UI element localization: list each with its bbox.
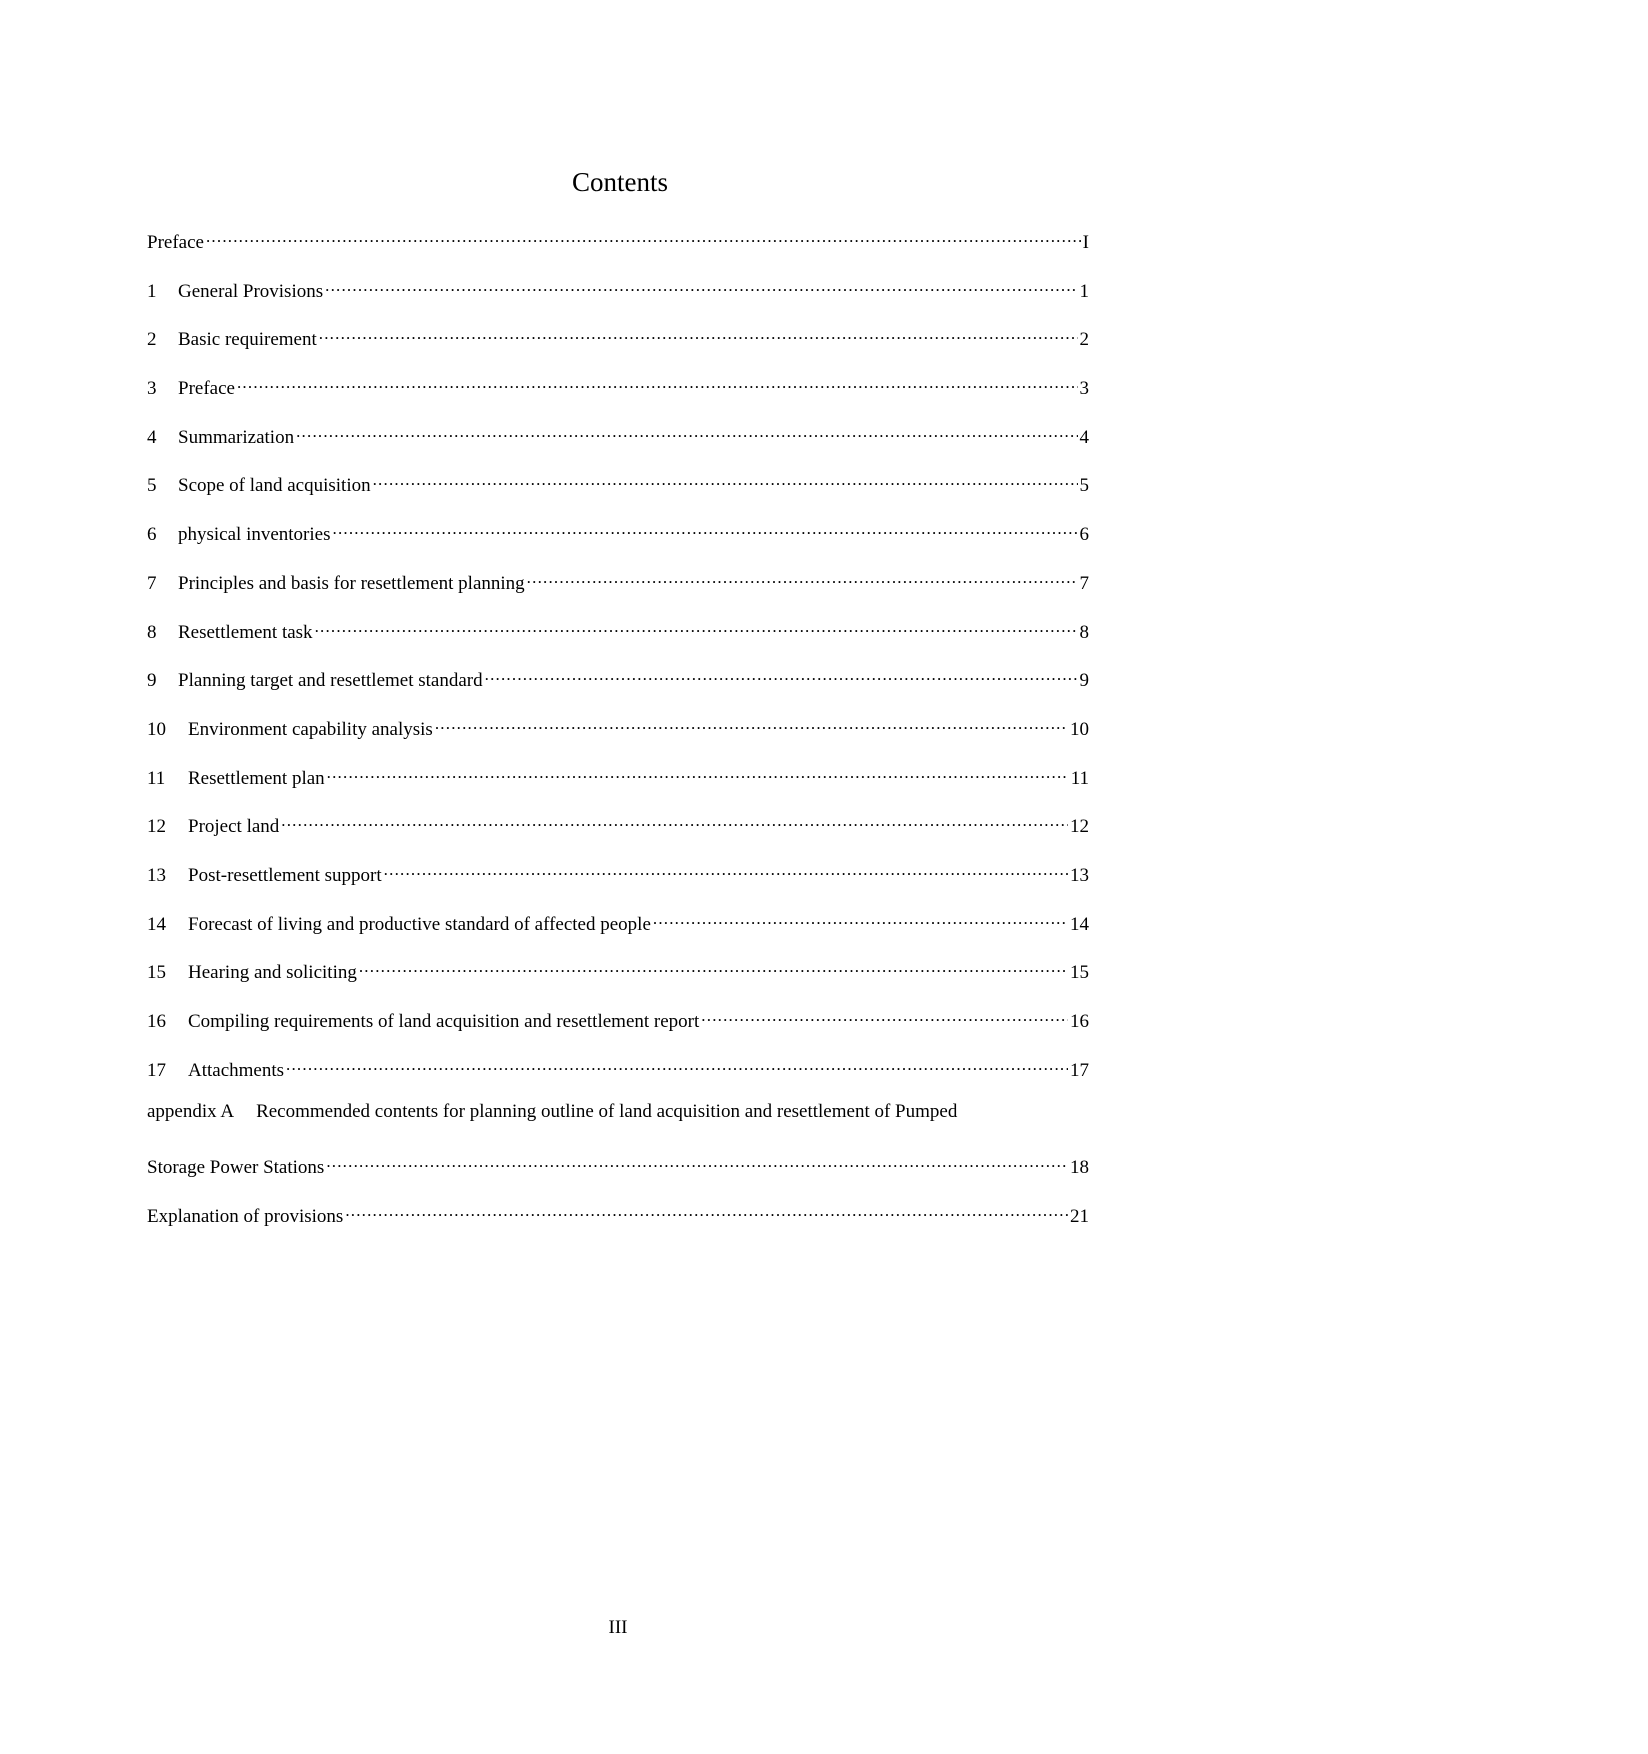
toc-entry-preface[interactable] [147,224,1089,273]
toc-entry-number: 16 [147,1011,166,1032]
toc-entry-page: 6 [1079,524,1089,546]
toc-entry[interactable] [147,321,1089,370]
toc-entry-label: Attachments [188,1059,285,1081]
toc-entry[interactable] [147,954,1089,1003]
toc-entry-number: 11 [147,767,166,789]
toc-entry-label: Planning target and resettlemet standard [178,670,483,692]
toc-entry-number: 2 [147,329,157,351]
toc-entry-page: 21 [1070,1205,1089,1227]
toc-entry-page: I [1082,232,1089,253]
dot-leader [327,760,1069,784]
appendix-prefix: appendix A [147,1101,235,1123]
toc-entry-label: Environment capability analysis [188,718,433,740]
toc-entry[interactable] [147,906,1089,955]
toc-entry-explanation[interactable] [147,1198,1089,1247]
toc-entry-page: 9 [1079,670,1089,692]
toc-entry-number: 3 [147,378,157,400]
toc-entry-number: 15 [147,962,166,984]
toc-entry[interactable] [147,565,1089,614]
toc-entry[interactable] [147,273,1089,322]
toc-entry-number: 9 [147,670,157,692]
toc-entry-label: Compiling requirements of land acquisition and resettlement report [188,1011,700,1032]
dot-leader [373,467,1078,491]
toc-entry-label: Preface [147,232,204,253]
toc-entry[interactable] [147,857,1089,906]
toc-entry-page: 7 [1079,572,1089,594]
toc-entry-label: Explanation of provisions [147,1205,344,1227]
dot-leader [326,1149,1068,1173]
toc-entry-page: 2 [1079,329,1089,351]
toc-entry-number: 4 [147,426,157,448]
toc-entry-page: 13 [1070,864,1089,886]
toc-entry-page: 5 [1079,475,1089,497]
toc-entry[interactable] [147,467,1089,516]
dot-leader [296,419,1077,443]
toc-entry-page: 18 [1070,1157,1089,1179]
table-of-contents [147,224,1089,1246]
dot-leader [527,565,1078,589]
toc-entry-page: 11 [1070,767,1089,789]
dot-leader [281,808,1068,832]
toc-entry-label: Resettlement task [178,621,313,643]
toc-entry[interactable] [147,711,1089,760]
toc-entry[interactable] [147,516,1089,565]
toc-entry-label: Hearing and soliciting [188,962,357,984]
dot-leader [286,1052,1068,1076]
toc-entry[interactable] [147,662,1089,711]
dot-leader [653,906,1068,930]
toc-entry-label: Project land [188,816,280,838]
toc-entry-label: Summarization [178,426,295,448]
toc-entry-page: 10 [1070,718,1089,740]
toc-entry-page: 3 [1079,378,1089,400]
toc-entry-page: 1 [1079,280,1089,302]
toc-entry-label: Preface [178,378,235,400]
toc-entry-label: Post-resettlement support [188,864,382,886]
toc-entry-number: 1 [147,280,157,302]
toc-entry-number: 7 [147,572,157,594]
toc-entry-label: Scope of land acquisition [178,475,371,497]
toc-entry-appendix-a-continued[interactable] [147,1149,1089,1198]
toc-entry-number: 8 [147,621,157,643]
toc-entry-appendix-a[interactable] [147,1100,1089,1149]
toc-entry[interactable] [147,1052,1089,1101]
toc-entry-label: physical inventories [178,524,331,546]
toc-entry-number: 12 [147,816,166,838]
toc-entry-page: 8 [1079,621,1089,643]
dot-leader [237,370,1078,394]
toc-entry-label: Forecast of living and productive standard of affected people [188,913,651,935]
toc-entry-number: 10 [147,718,166,740]
dot-leader [435,711,1068,735]
toc-entry-page: 14 [1070,913,1089,935]
toc-entry-number: 14 [147,913,166,935]
toc-entry-label: Resettlement plan [188,767,325,789]
toc-entry-number: 17 [147,1059,166,1081]
toc-entry[interactable] [147,419,1089,468]
appendix-title-line-2: Storage Power Stations [147,1157,325,1179]
dot-leader [206,224,1081,248]
toc-entry-number: 13 [147,864,166,886]
toc-entry-number: 5 [147,475,157,497]
dot-leader [345,1198,1068,1222]
appendix-title-line-1: Recommended contents for planning outline of land acquisition and resettlement of Pumped [256,1101,958,1123]
toc-entry[interactable] [147,614,1089,663]
page-number: III [608,1617,628,1638]
dot-leader [315,614,1078,638]
toc-entry-page: 15 [1070,962,1089,984]
dot-leader [485,662,1078,686]
toc-entry-page: 17 [1070,1059,1089,1081]
toc-entry-page: 12 [1070,816,1089,838]
toc-entry[interactable] [147,808,1089,857]
toc-entry[interactable] [147,760,1089,809]
dot-leader [701,1003,1068,1027]
toc-entry-page: 4 [1079,426,1089,448]
dot-leader [325,273,1077,297]
toc-entry[interactable] [147,370,1089,419]
toc-entry-label: Basic requirement [178,329,317,351]
toc-entry[interactable] [147,1003,1089,1052]
toc-entry-label: Principles and basis for resettlement planning [178,572,525,594]
toc-entry-label: General Provisions [178,280,324,302]
toc-entry-page: 16 [1070,1011,1089,1032]
dot-leader [359,954,1068,978]
toc-entry-number: 6 [147,524,157,546]
page-title: Contents [571,167,668,197]
dot-leader [384,857,1068,881]
dot-leader [333,516,1078,540]
dot-leader [319,321,1078,345]
